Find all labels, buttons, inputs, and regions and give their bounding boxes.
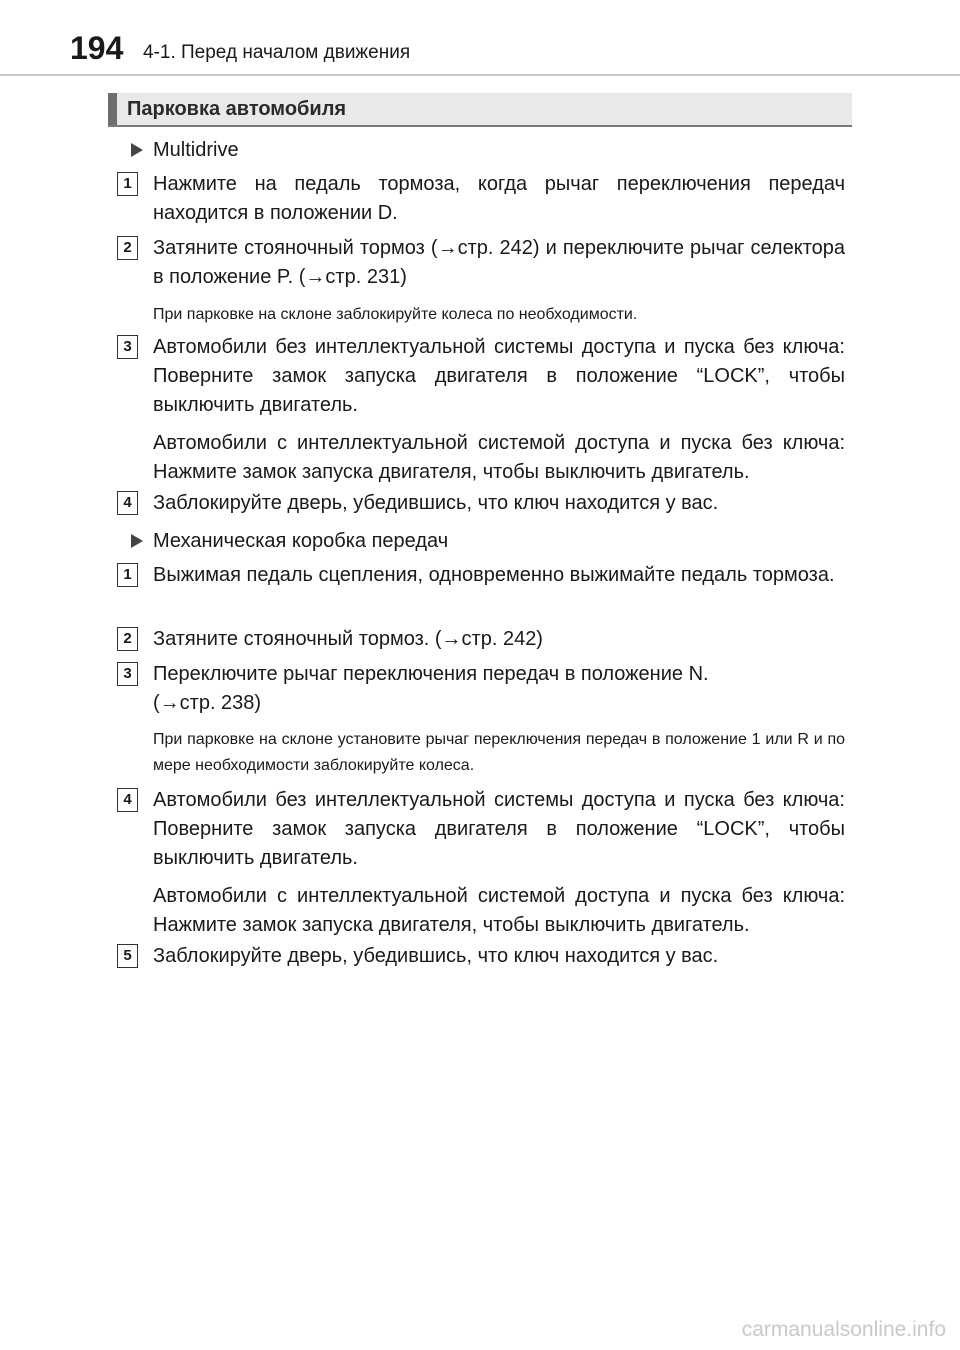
section-heading-bar	[108, 93, 852, 127]
section-title: Парковка автомобиля	[127, 98, 347, 120]
step-item	[153, 170, 845, 228]
step-item	[153, 561, 845, 590]
step-number-badge: 3	[117, 335, 138, 359]
step-text: Автомобили без интеллектуальной системы доступа и пуска без ключа: Поверните замок запуска двигателя в положение “LOCK”, чтобы выключить двигатель.	[153, 789, 845, 869]
step-item	[153, 333, 845, 487]
step-number-badge: 2	[117, 236, 138, 260]
subheading-text: Multidrive	[153, 139, 239, 161]
step-note: При парковке на склоне установите рычаг переключения передач в положение 1 или R и по мере необходимости заблокируйте колеса.	[153, 731, 845, 774]
page-number: 194	[70, 30, 124, 66]
step-number-badge: 5	[117, 944, 138, 968]
step-number-badge: 1	[117, 563, 138, 587]
step-text: Переключите рычаг переключения передач в положение N.	[153, 663, 709, 685]
step-extra-text: Автомобили с интеллектуальной системой доступа и пуска без ключа: Нажмите замок запуска двигателя, чтобы выключить двигатель.	[153, 885, 845, 936]
step-text: Автомобили без интеллектуальной системы доступа и пуска без ключа: Поверните замок запуска двигателя в положение “LOCK”, чтобы выключить двигатель.	[153, 336, 845, 416]
step-text: Заблокируйте дверь, убедившись, что ключ находится у вас.	[153, 492, 719, 514]
step-number-badge: 2	[117, 627, 138, 651]
step-item	[153, 660, 845, 779]
subheading-multidrive	[131, 137, 239, 163]
step-number-badge: 4	[117, 788, 138, 812]
step-item	[153, 489, 845, 518]
step-reference: (→стр. 238)	[153, 692, 262, 714]
step-text: Затяните стояночный тормоз (→стр. 242) и переключите рычаг селектора в положение P. (→стр. 231)	[153, 237, 845, 288]
triangle-bullet-icon	[131, 534, 143, 548]
triangle-bullet-icon	[131, 143, 143, 157]
step-number-badge: 4	[117, 491, 138, 515]
section-accent	[108, 93, 117, 125]
step-number-badge: 1	[117, 172, 138, 196]
step-item	[153, 786, 845, 940]
step-item	[153, 234, 845, 328]
step-extra-text: Автомобили с интеллектуальной системой доступа и пуска без ключа: Нажмите замок запуска двигателя, чтобы выключить двигатель.	[153, 432, 845, 483]
step-item	[153, 625, 845, 654]
step-number-badge: 3	[117, 662, 138, 686]
step-item	[153, 942, 845, 971]
page-header	[0, 0, 960, 78]
step-note: При парковке на склоне заблокируйте колеса по необходимости.	[153, 306, 638, 323]
chapter-title: 4-1. Перед началом движения	[143, 42, 411, 63]
step-text: Выжимая педаль сцепления, одновременно выжимайте педаль тормоза.	[153, 564, 835, 586]
step-text: Заблокируйте дверь, убедившись, что ключ находится у вас.	[153, 945, 719, 967]
step-text: Затяните стояночный тормоз. (→стр. 242)	[153, 628, 543, 650]
step-text: Нажмите на педаль тормоза, когда рычаг переключения передач находится в положении D.	[153, 173, 845, 224]
watermark: carmanualsonline.info	[741, 1318, 946, 1341]
header-divider	[0, 74, 960, 76]
subheading-manual	[131, 528, 448, 554]
subheading-text: Механическая коробка передач	[153, 530, 449, 552]
